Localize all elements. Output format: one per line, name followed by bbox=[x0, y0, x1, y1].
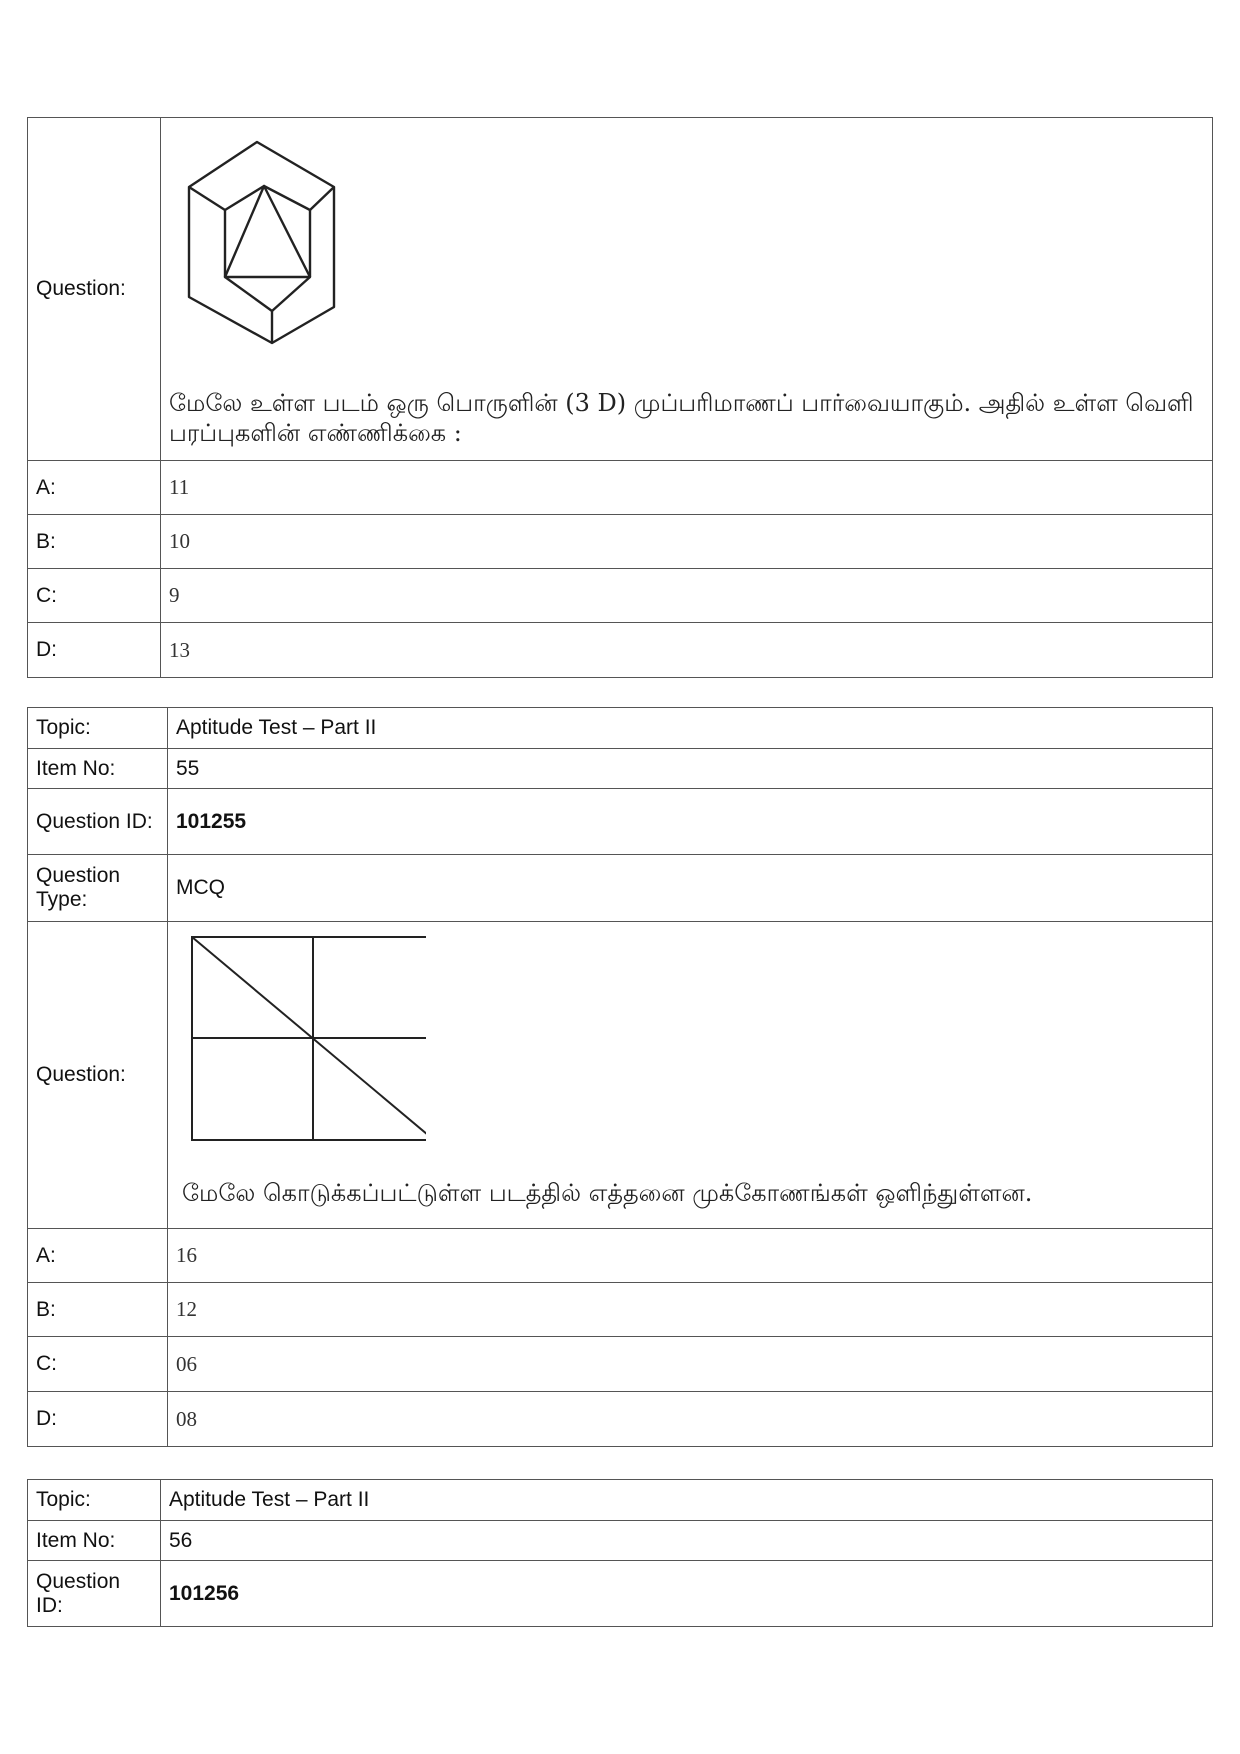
item-no-row bbox=[28, 749, 1213, 789]
question-id-row bbox=[28, 789, 1213, 855]
option-c-label: C: bbox=[28, 569, 161, 623]
topic-label: Topic: bbox=[28, 1480, 161, 1521]
option-c-label: C: bbox=[28, 1337, 168, 1392]
option-d-label: D: bbox=[28, 1392, 168, 1447]
question-type-value: MCQ bbox=[168, 855, 1213, 922]
question-cell bbox=[168, 922, 1213, 1229]
question-label: Question: bbox=[28, 922, 168, 1229]
question-id-label: Question ID: bbox=[28, 1561, 161, 1627]
option-d-label: D: bbox=[28, 623, 161, 678]
topic-row bbox=[28, 1480, 1213, 1521]
item-no-label: Item No: bbox=[28, 1521, 161, 1561]
option-a-label: A: bbox=[28, 461, 161, 515]
hexagonal-3d-figure bbox=[169, 130, 349, 360]
question-text: மேலே கொடுக்கப்பட்டுள்ள படத்தில் எத்தனை முக்கோணங்கள் ஒளிந்துள்ளன. bbox=[182, 1179, 1033, 1207]
option-row-b bbox=[28, 1283, 1213, 1337]
question-row bbox=[28, 922, 1213, 1229]
question-id-label: Question ID: bbox=[28, 789, 168, 855]
topic-value: Aptitude Test – Part II bbox=[161, 1480, 1213, 1521]
topic-value: Aptitude Test – Part II bbox=[168, 708, 1213, 749]
question-label: Question: bbox=[28, 118, 161, 461]
topic-row bbox=[28, 708, 1213, 749]
question-row bbox=[28, 118, 1213, 461]
question-id-row bbox=[28, 1561, 1213, 1627]
question-type-label: Question Type: bbox=[28, 855, 168, 922]
option-c-value: 06 bbox=[168, 1337, 1213, 1392]
option-b-value: 12 bbox=[168, 1283, 1213, 1337]
option-b-value: 10 bbox=[161, 515, 1213, 569]
square-grid-figure bbox=[176, 936, 426, 1146]
option-c-value: 9 bbox=[161, 569, 1213, 623]
option-row-a bbox=[28, 1229, 1213, 1283]
option-row-a bbox=[28, 461, 1213, 515]
option-d-value: 13 bbox=[161, 623, 1213, 678]
option-row-d bbox=[28, 623, 1213, 678]
question-id-value: 101256 bbox=[161, 1561, 1213, 1627]
option-a-value: 16 bbox=[168, 1229, 1213, 1283]
option-row-b bbox=[28, 515, 1213, 569]
option-row-c bbox=[28, 1337, 1213, 1392]
question-block-54 bbox=[27, 117, 1213, 678]
item-no-value: 56 bbox=[161, 1521, 1213, 1561]
topic-label: Topic: bbox=[28, 708, 168, 749]
question-cell bbox=[161, 118, 1213, 461]
question-text: மேலே உள்ள படம் ஒரு பொருளின் (3 D) முப்பரிமாணப் பார்வையாகும். அதில் உள்ள வெளி பரப்புகளின் எண்ணிக்கை : bbox=[169, 389, 1194, 447]
option-b-label: B: bbox=[28, 515, 161, 569]
option-row-d bbox=[28, 1392, 1213, 1447]
option-a-value: 11 bbox=[161, 461, 1213, 515]
question-block-56 bbox=[27, 1479, 1213, 1627]
option-b-label: B: bbox=[28, 1283, 168, 1337]
item-no-label: Item No: bbox=[28, 749, 168, 789]
option-d-value: 08 bbox=[168, 1392, 1213, 1447]
item-no-value: 55 bbox=[168, 749, 1213, 789]
option-row-c bbox=[28, 569, 1213, 623]
question-type-row bbox=[28, 855, 1213, 922]
question-block-55 bbox=[27, 707, 1213, 1447]
item-no-row bbox=[28, 1521, 1213, 1561]
question-id-value: 101255 bbox=[168, 789, 1213, 855]
option-a-label: A: bbox=[28, 1229, 168, 1283]
